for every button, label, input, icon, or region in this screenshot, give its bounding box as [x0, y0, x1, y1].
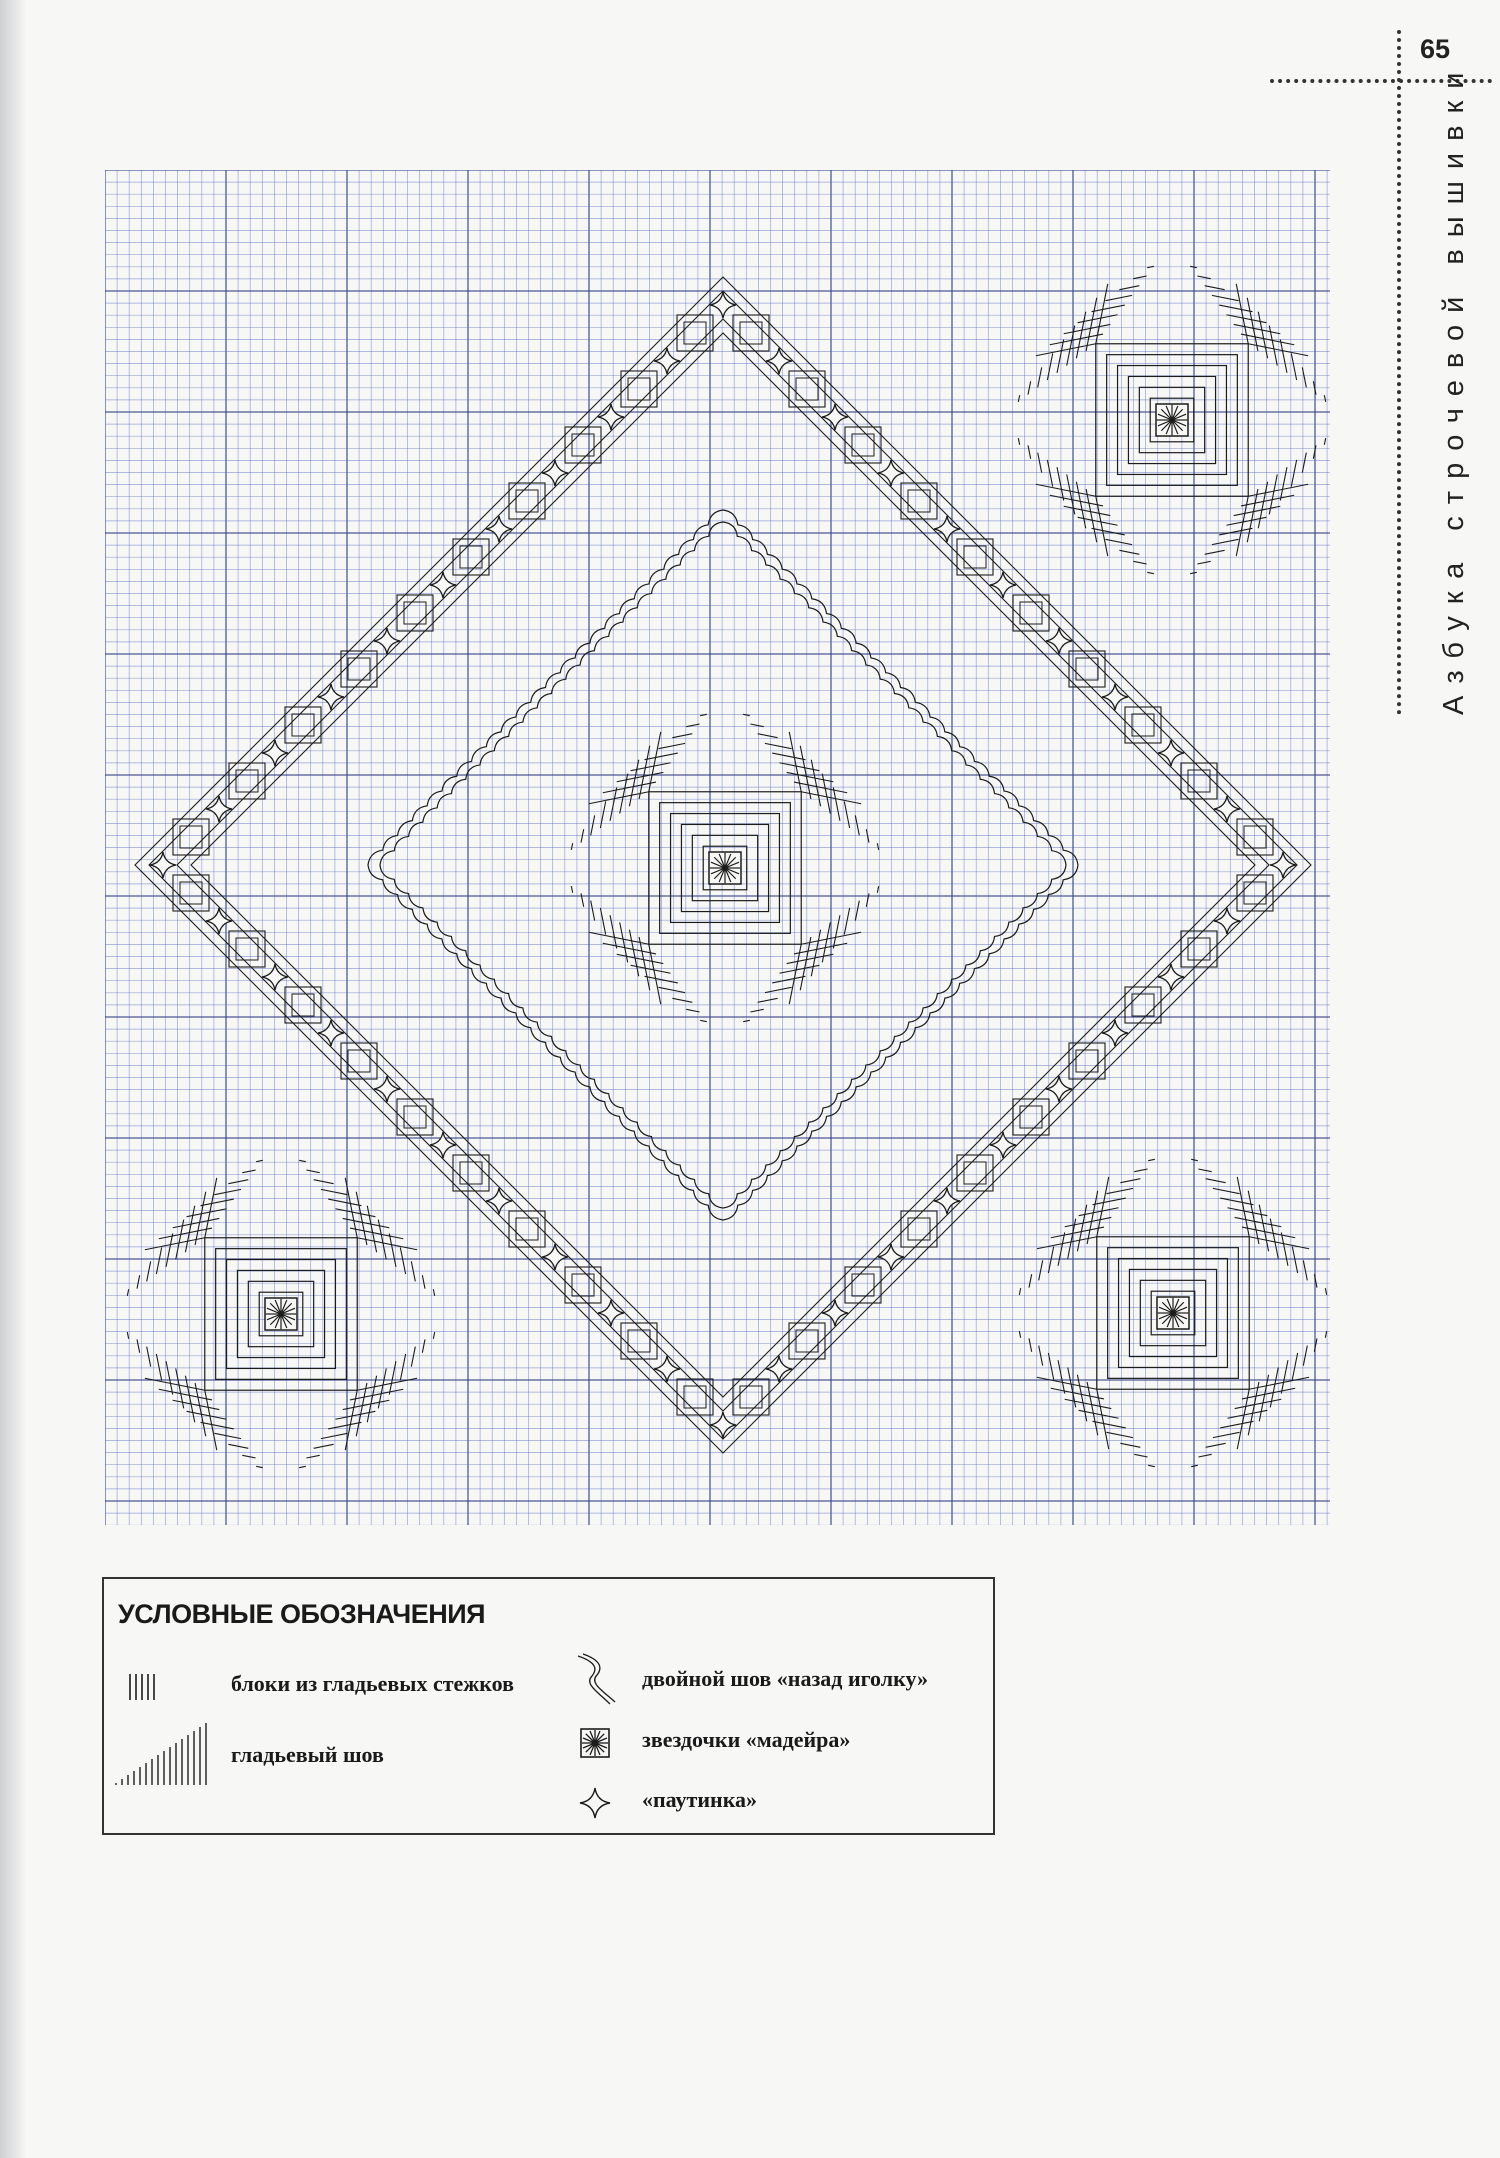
satin-stitch-icon	[112, 1719, 222, 1789]
star-motif-bottom-left	[127, 1160, 434, 1467]
section-title: Азбука строчевой вышивки	[1438, 60, 1470, 715]
legend-label: «паутинка»	[642, 1787, 758, 1812]
side-dotted-rule	[1397, 30, 1401, 715]
madeira-star-icon	[578, 1726, 612, 1760]
legend-label: двойной шов «назад иголку»	[642, 1666, 929, 1691]
star-motif-center	[571, 714, 878, 1021]
embroidery-pattern-chart	[105, 170, 1330, 1525]
page-spine-shadow	[0, 0, 26, 2158]
satin-blocks-icon	[126, 1672, 166, 1702]
legend-label: блоки из гладьевых стежков	[231, 1671, 514, 1696]
legend-label: гладьевый шов	[231, 1742, 384, 1767]
double-backstitch-icon	[574, 1652, 618, 1708]
pattern-motifs	[127, 266, 1326, 1467]
star-motif-bottom-right	[1019, 1159, 1326, 1466]
page-number: 65	[1420, 34, 1451, 64]
spiderweb-icon	[578, 1786, 612, 1820]
legend-label: звездочки «мадейра»	[642, 1727, 851, 1752]
legend-title: УСЛОВНЫЕ ОБОЗНАЧЕНИЯ	[118, 1599, 486, 1629]
legend-box	[102, 1577, 995, 1835]
star-motif-top-right	[1018, 266, 1325, 573]
